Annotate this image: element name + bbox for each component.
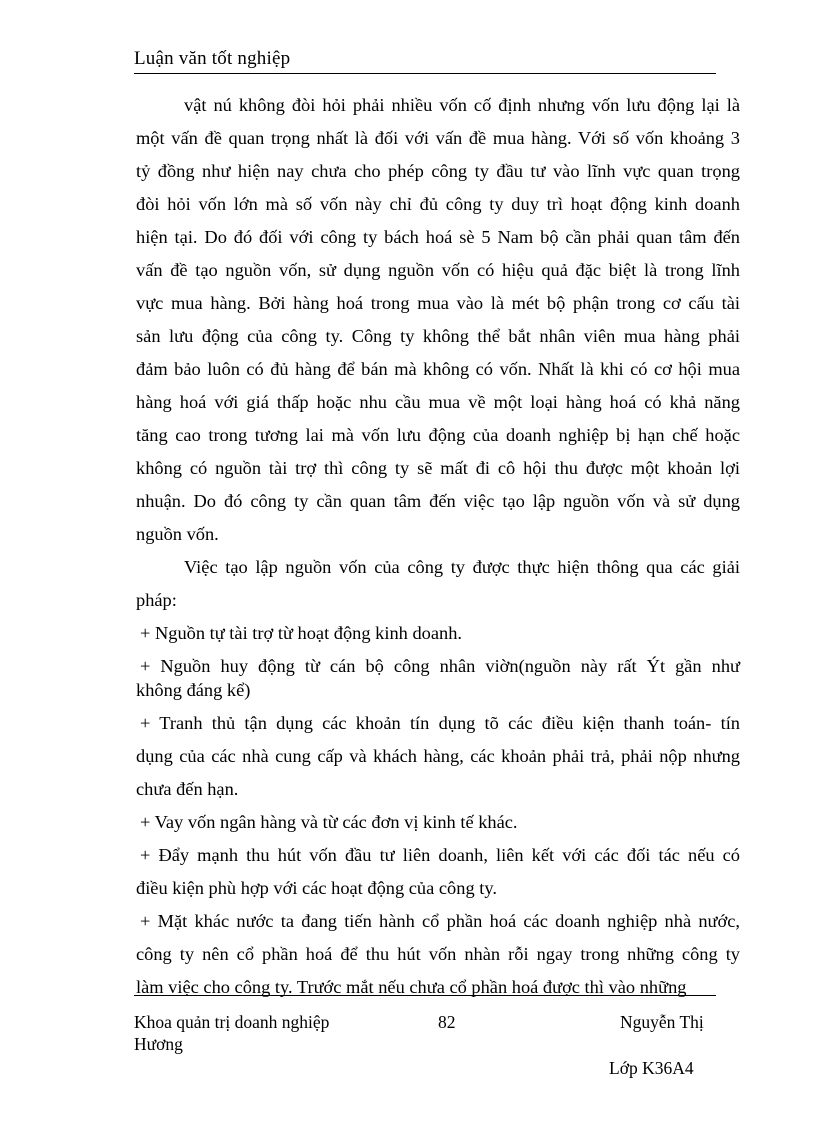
body-line: tăng cao trong tương lai mà vốn lưu động của doanh nghiệp bị hạn chế hoặc: [136, 425, 740, 445]
body-line: + Tranh thủ tận dụng các khoản tín dụng tõ các điều kiện thanh toán- tín: [140, 713, 740, 733]
page-header-title: Luận văn tốt nghiệp: [134, 48, 291, 69]
body-line: không có nguồn tài trợ thì công ty sẽ mất đi cô hội thu được một khoản lợi: [136, 458, 740, 478]
body-line: vật nú không đòi hỏi phải nhiều vốn cố định nhưng vốn lưu động lại là: [184, 95, 740, 115]
body-line: đòi hỏi vốn lớn mà số vốn này chỉ đủ công ty duy trì hoạt động kinh doanh: [136, 194, 740, 214]
footer-class-label: Lớp K36A4: [609, 1058, 694, 1078]
body-line: đảm bảo luôn có đủ hàng để bán mà không có vốn. Nhất là khi có cơ hội mua: [136, 359, 740, 379]
body-line: nguồn vốn.: [136, 524, 219, 544]
body-line: nhuận. Do đó công ty cần quan tâm đến việc tạo lập nguồn vốn và sử dụng: [136, 491, 740, 511]
body-line: + Nguồn huy động từ cán bộ công nhân viờn(nguồn này rất Ýt gần như: [140, 656, 740, 676]
header-divider: [134, 73, 716, 74]
footer-faculty: Khoa quản trị doanh nghiệp: [134, 1012, 330, 1032]
body-line: tỷ đồng như hiện nay chưa cho phép công ty đầu tư vào lĩnh vực quan trọng: [136, 161, 740, 181]
body-line: vực mua hàng. Bởi hàng hoá trong mua vào là mét bộ phận trong cơ cấu tài: [136, 293, 740, 313]
body-line: dụng của các nhà cung cấp và khách hàng, các khoản phải trả, phải nộp nhưng: [136, 746, 740, 766]
footer-page-number: 82: [438, 1012, 456, 1032]
body-line: làm việc cho công ty. Trước mắt nếu chưa cổ phần hoá được thì vào những: [136, 977, 687, 997]
body-line: sản lưu động của công ty. Công ty không thể bắt nhân viên mua hàng phải: [136, 326, 740, 346]
footer-author-first: Nguyễn Thị: [620, 1012, 704, 1032]
body-line: pháp:: [136, 590, 177, 610]
body-line: hiện tại. Do đó đối với công ty bách hoá sè 5 Nam bộ cần phải quan tâm đến: [136, 227, 740, 247]
body-line: + Đẩy mạnh thu hút vốn đầu tư liên doanh, liên kết với các đối tác nếu có: [140, 845, 740, 865]
body-line: không đáng kể): [136, 680, 251, 700]
body-line: Việc tạo lập nguồn vốn của công ty được thực hiện thông qua các giải: [184, 557, 740, 577]
body-line: vấn đề tạo nguồn vốn, sử dụng nguồn vốn có hiệu quả đặc biệt là trong lĩnh: [136, 260, 740, 280]
body-line: + Vay vốn ngân hàng và từ các đơn vị kinh tế khác.: [140, 812, 518, 832]
footer-author-last: Hương: [134, 1034, 183, 1054]
body-line: + Mặt khác nước ta đang tiến hành cổ phần hoá các doanh nghiệp nhà nước,: [140, 911, 740, 931]
body-line: điều kiện phù hợp với các hoạt động của công ty.: [136, 878, 497, 898]
body-line: hàng hoá với giá thấp hoặc nhu cầu mua về một loại hàng hoá có khả năng: [136, 392, 740, 412]
body-line: chưa đến hạn.: [136, 779, 239, 799]
footer-divider: [134, 995, 716, 996]
body-line: + Nguồn tự tài trợ từ hoạt động kinh doanh.: [140, 623, 462, 643]
body-line: một vấn đề quan trọng nhất là đối với vấn đề mua hàng. Với số vốn khoảng 3: [136, 128, 740, 148]
body-line: công ty nên cổ phần hoá để thu hút vốn nhàn rỗi ngay trong những công ty: [136, 944, 740, 964]
